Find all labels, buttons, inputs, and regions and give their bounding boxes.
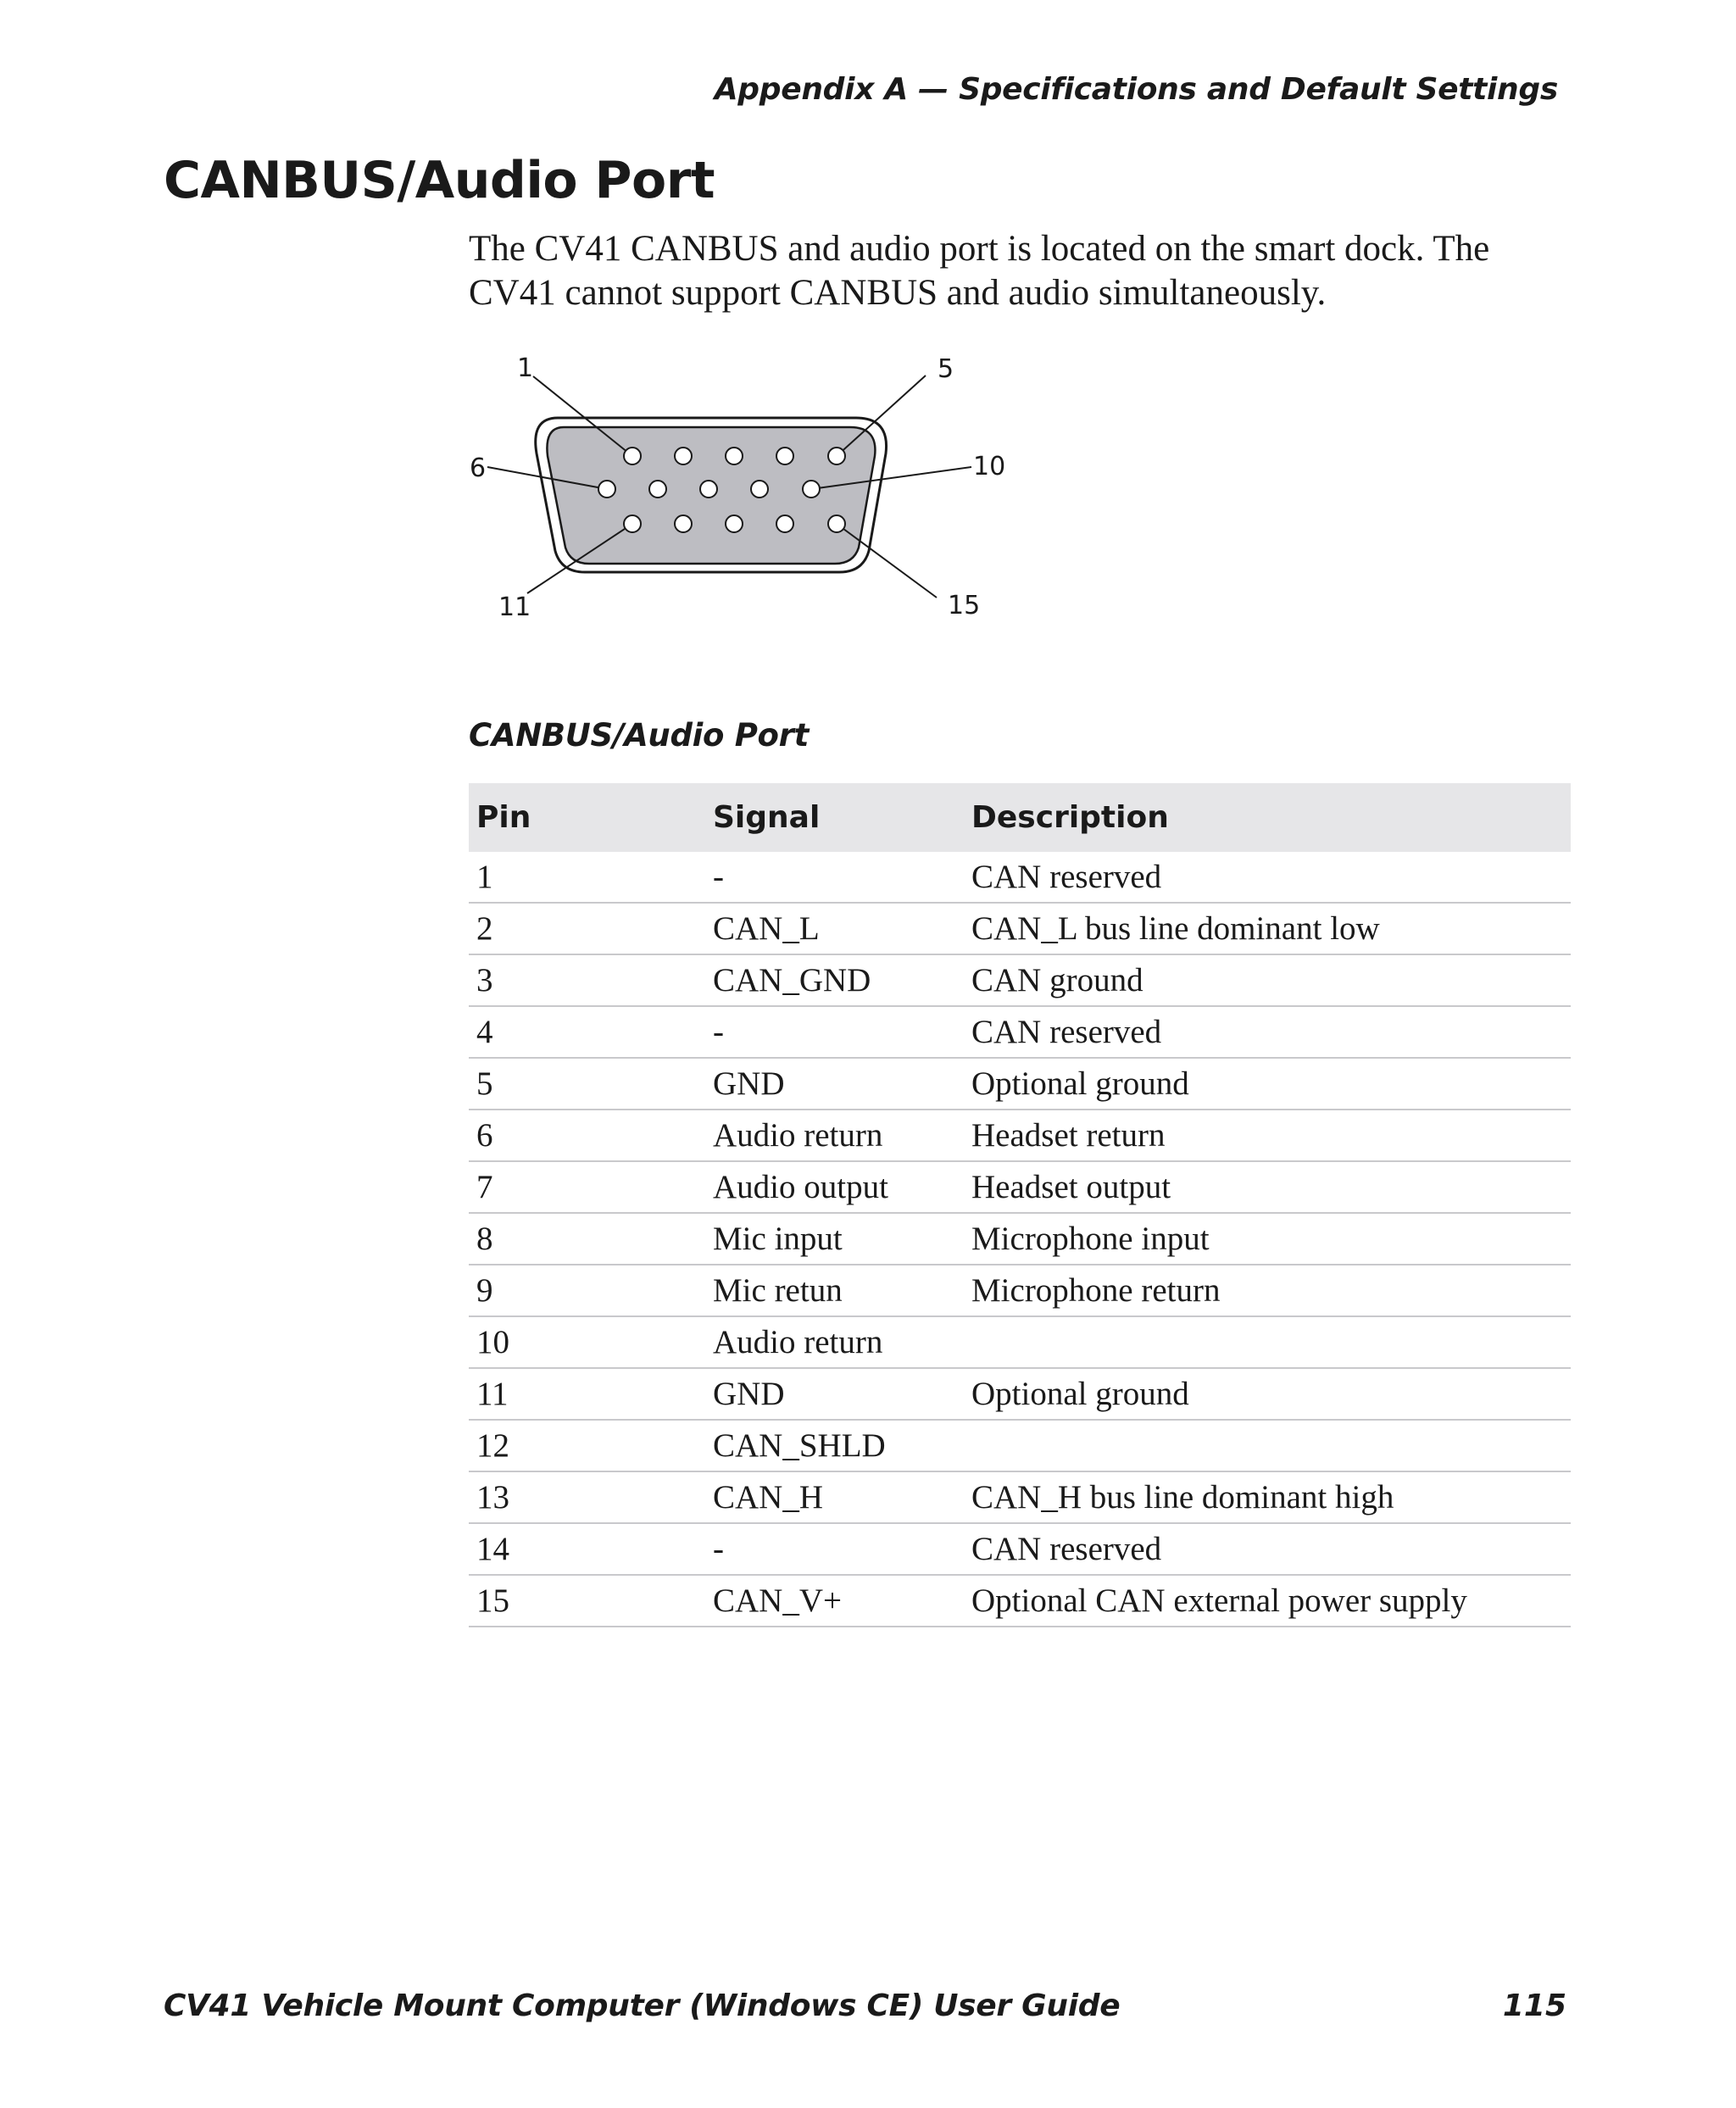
table-caption: CANBUS/Audio Port <box>469 717 809 754</box>
cell-pin: 12 <box>469 1420 705 1471</box>
cell-signal: CAN_V+ <box>705 1575 964 1627</box>
table-row <box>469 903 1571 954</box>
cell-signal: CAN_SHLD <box>705 1420 964 1471</box>
cell-pin: 3 <box>469 954 705 1006</box>
intro-paragraph: The CV41 CANBUS and audio port is located on the smart dock. The CV41 cannot support CANBUS and audio simultaneously. <box>469 229 1490 313</box>
cell-pin: 9 <box>469 1265 705 1316</box>
cell-pin: 5 <box>469 1058 705 1110</box>
cell-signal: Audio output <box>705 1161 964 1213</box>
connector-pin <box>675 515 692 532</box>
table-row <box>469 1110 1571 1161</box>
section-title: CANBUS/Audio Port <box>164 151 715 210</box>
cell-description: CAN ground <box>964 954 1571 1006</box>
cell-signal: - <box>705 1523 964 1575</box>
footer-guide-title: CV41 Vehicle Mount Computer (Windows CE) User Guide <box>164 1988 1121 2023</box>
table-header-row <box>469 783 1571 852</box>
table-row <box>469 954 1571 1006</box>
table-row <box>469 1316 1571 1368</box>
cell-signal: CAN_L <box>705 903 964 954</box>
table-row <box>469 852 1571 903</box>
cell-pin: 4 <box>469 1006 705 1058</box>
table-row <box>469 1523 1571 1575</box>
cell-pin: 6 <box>469 1110 705 1161</box>
cell-signal: Mic input <box>705 1213 964 1265</box>
table-row <box>469 1006 1571 1058</box>
connector-pin <box>598 481 615 498</box>
pin-label-11: 11 <box>498 592 531 622</box>
pin-label-5: 5 <box>938 354 954 384</box>
header-description: Description <box>964 783 1571 852</box>
connector-pin <box>776 448 793 464</box>
cell-signal: CAN_GND <box>705 954 964 1006</box>
cell-signal: GND <box>705 1368 964 1420</box>
table-row <box>469 1058 1571 1110</box>
cell-pin: 7 <box>469 1161 705 1213</box>
connector-diagram <box>449 348 1043 636</box>
cell-pin: 15 <box>469 1575 705 1627</box>
header-signal: Signal <box>705 783 964 852</box>
footer-page-number: 115 <box>1502 1988 1566 2023</box>
cell-signal: Mic retun <box>705 1265 964 1316</box>
pin-label-6: 6 <box>470 453 487 483</box>
pin-label-15: 15 <box>948 591 981 620</box>
cell-signal: CAN_H <box>705 1471 964 1523</box>
running-header: Appendix A — Specifications and Default Settings <box>714 72 1558 107</box>
pin-label-10: 10 <box>973 452 1006 481</box>
cell-pin: 2 <box>469 903 705 954</box>
table-row <box>469 1265 1571 1316</box>
cell-description: Headset return <box>964 1110 1571 1161</box>
cell-pin: 1 <box>469 852 705 903</box>
table-row <box>469 1575 1571 1627</box>
cell-signal: Audio return <box>705 1316 964 1368</box>
cell-description <box>964 1316 1571 1368</box>
connector-pin <box>726 515 743 532</box>
cell-description: Optional CAN external power supply <box>964 1575 1571 1627</box>
cell-description: CAN reserved <box>964 1006 1571 1058</box>
cell-description: CAN_L bus line dominant low <box>964 903 1571 954</box>
cell-description: Microphone input <box>964 1213 1571 1265</box>
cell-description: CAN reserved <box>964 1523 1571 1575</box>
connector-pin <box>726 448 743 464</box>
header-pin: Pin <box>469 783 705 852</box>
cell-signal: - <box>705 1006 964 1058</box>
pin-label-1: 1 <box>517 353 534 383</box>
table-row <box>469 1471 1571 1523</box>
cell-description: CAN reserved <box>964 852 1571 903</box>
cell-pin: 8 <box>469 1213 705 1265</box>
cell-pin: 11 <box>469 1368 705 1420</box>
connector-pin <box>675 448 692 464</box>
table-row <box>469 1161 1571 1213</box>
connector-pin <box>828 448 845 464</box>
cell-description: Optional ground <box>964 1368 1571 1420</box>
cell-description: Microphone return <box>964 1265 1571 1316</box>
connector-pin <box>624 515 641 532</box>
table-row <box>469 1213 1571 1265</box>
connector-pin <box>751 481 768 498</box>
connector-pin <box>649 481 666 498</box>
cell-description: Headset output <box>964 1161 1571 1213</box>
cell-pin: 14 <box>469 1523 705 1575</box>
table-row <box>469 1368 1571 1420</box>
table-row <box>469 1420 1571 1471</box>
connector-pin <box>803 481 820 498</box>
pin-table <box>469 783 1571 1627</box>
cell-pin: 10 <box>469 1316 705 1368</box>
connector-pin <box>776 515 793 532</box>
cell-description: Optional ground <box>964 1058 1571 1110</box>
cell-pin: 13 <box>469 1471 705 1523</box>
connector-pin <box>700 481 717 498</box>
cell-description: CAN_H bus line dominant high <box>964 1471 1571 1523</box>
cell-signal: - <box>705 852 964 903</box>
connector-pin <box>624 448 641 464</box>
cell-description <box>964 1420 1571 1471</box>
connector-pin <box>828 515 845 532</box>
cell-signal: Audio return <box>705 1110 964 1161</box>
cell-signal: GND <box>705 1058 964 1110</box>
